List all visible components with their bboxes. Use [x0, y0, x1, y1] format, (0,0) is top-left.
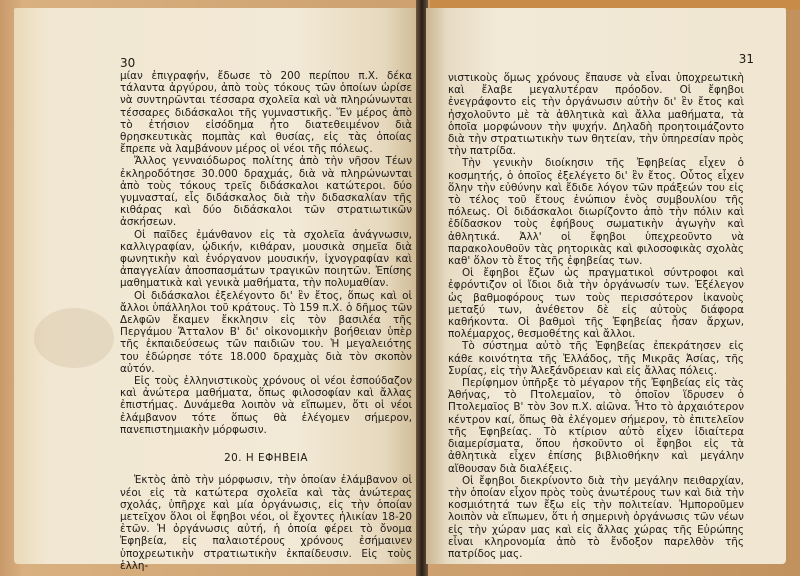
right-page — [426, 8, 786, 564]
paragraph: μίαν ἐπιγραφήν, ἔδωσε τὸ 200 περίπου π.Χ. δέκα τάλαντα ἀργύρου, ἀπὸ τοὺς τόκους τῶν ὁποίων ὡρίσε νὰ συντηρῶνται τέσσαρα σχολεῖα καὶ νὰ πληρώνωνται τέσσαρες διδάσκαλοι τῆς γυμναστικῆς. Ἕν μέρος ἀπὸ τὸ ἐτήσιον εἰσόδημα ἦτο διατεθειμένον διὰ θρησκευτικὰς πομπὰς καὶ θυσίας, εἰς τὰς ὁποίας ἔπρεπε νὰ λαμβάνουν μέρος οἱ νέοι τῆς πόλεως. — [120, 70, 412, 156]
left-page-number: 30 — [120, 56, 136, 70]
paragraph: Οἱ ἔφηβοι διεκρίνοντο διὰ τὴν μεγάλην πειθαρχίαν, τὴν ὁποίαν εἶχον πρὸς τοὺς ἀνωτέρους των καὶ διὰ τὴν κοσμιότητά των ἔξω εἰς τὴν πολιτείαν. Ἠμποροῦμεν λοιπὸν νὰ εἴπωμεν, ὅτι ἡ σημερινὴ ὀργάνωσις τῶν νέων εἰς τὴν χώραν μας καὶ εἰς ἄλλας χώρας τῆς Εὐρώπης εἶναι κληρονομία ἀπὸ τὸ ἔνδοξον παρελθὸν τῆς πατρίδος μας. — [448, 474, 744, 560]
paragraph: Οἱ ἔφηβοι ἔζων ὡς πραγματικοὶ σύντροφοι καὶ ἐφρόντιζον οἱ ἴδιοι διὰ τὴν ὀργάνωσίν των. Ἐξέλεγον ὡς βαθμοφόρους των τοὺς περισσότερον ἱκανοὺς μεταξύ των, ἀνέθετον δὲ εἰς αὐτοὺς διάφορα καθήκοντα. Οἱ βαθμοὶ τῆς Ἐφηβείας ἦσαν ἄρχων, πολέμαρχος, θεσμοθέτης καὶ ἄλλοι. — [448, 267, 744, 341]
paragraph: Περίφημον ὑπῆρξε τὸ μέγαρον τῆς Ἐφηβείας εἰς τὰς Ἀθήνας, τὸ Πτολεμαῖον, τὸ ὁποῖον ἵδρυσεν ὁ Πτολεμαῖος Β' τὸν 3ον π.Χ. αἰῶνα. Ἦτο τὸ ἀρχαιότερον κέντρον καί, ὅπως θὰ ἐλέγομεν σήμερον, τὸ ἐπιτελεῖον τῆς Ἐφηβείας. Τὸ κτίριον αὐτὸ εἶχεν ἰδιαίτερα διαμερίσματα, ὅπου ἠσκοῦντο οἱ ἔφηβοι εἰς τὰ ἀθλητικὰ εἶχεν ἐπίσης βιβλιοθήκην καὶ μεγάλην αἴθουσαν διὰ διαλέξεις. — [448, 377, 744, 475]
paragraph: Τὴν γενικὴν διοίκησιν τῆς Ἐφηβείας εἶχεν ὁ κοσμητής, ὁ ὁποῖος ἐξελέγετο δι' ἓν ἔτος. Οὗτος εἶχεν ὅλην τὴν εὐθύνην καὶ ἔδιδε λόγον τῶν πράξεών του εἰς τὸ τέλος τοῦ ἔτους ἐνώπιον ἑνὸς συμβουλίου τῆς πόλεως. Οἱ διδάσκαλοι διωρίζοντο ἀπὸ τὴν πόλιν καὶ ἐδίδασκον τοὺς ἐφήβους σωματικὴν ἀγωγὴν καὶ ἀθλητικά. Ἀλλ' οἱ ἔφηβοι ὑπεχρεοῦντο νὰ παρακολουθοῦν τὰς ρητορικὰς καὶ φιλοσοφικὰς σχολὰς καθ' ὅλον τὸ ἔτος τῆς ἐφηβείας των. — [448, 157, 744, 268]
left-page-text — [120, 70, 412, 572]
right-page-text — [448, 72, 744, 560]
paragraph: Ἐκτὸς ἀπὸ τὴν μόρφωσιν, τὴν ὁποίαν ἐλάμβανον οἱ νέοι εἰς τὰ κατώτερα σχολεῖα καὶ τὰς ἀνώτερας σχολάς, ὑπῆρχε καὶ μία ὀργάνωσις, εἰς τὴν ὁποίαν μετεῖχον ὅλοι οἱ ἔφηβοι νέοι, οἱ ἔχοντες ἡλικίαν 18-20 ἐτῶν. Ἡ ὀργάνωσις αὐτή, ἡ ὁποία φέρει τὸ ὄνομα Ἐφηβεία, εἰς παλαιοτέρους χρόνους ἐσήμαινεν ὑποχρεωτικὴν στρατιωτικὴν ἐκπαίδευσιν. Εἰς τοὺς ἑλλη- — [120, 474, 412, 572]
paragraph: νιστικοὺς ὅμως χρόνους ἔπαυσε νὰ εἶναι ὑποχρεωτικὴ καὶ ἔλαβε μεγαλυτέραν πρόοδον. Οἱ ἔφηβοι ἐνεγράφοντο εἰς τὴν ὀργάνωσιν αὐτὴν δι' ἓν ἔτος καὶ ἠσχολοῦντο μὲ τὰ ἀθλητικὰ καὶ ἄλλα μαθήματα, τὰ ὁποῖα μορφώνουν τὴν ψυχήν. Δηλαδὴ προητοιμάζοντο διὰ τὴν στρατιωτικὴν των θητείαν, τὴν ὑπηρεσίαν πρὸς τὴν πατρίδα. — [448, 72, 744, 158]
paragraph: Ἄλλος γενναιόδωρος πολίτης ἀπὸ τὴν νῆσον Τέων ἐκληροδότησε 30.000 δραχμάς, διὰ νὰ πληρώνωνται ἀπὸ τοὺς τόκους τρεῖς διδάσκαλοι κατώτεροι. δύο γυμνασταί, εἷς διδάσκαλος διὰ τὴν διδασκαλίαν τῆς κιθάρας καὶ δύο διδάσκαλοι τῶν στρατιωτικῶν ἀσκήσεων. — [120, 155, 412, 229]
paragraph: Οἱ διδάσκαλοι ἐξελέγοντο δι' ἓν ἔτος, ὅπως καὶ οἱ ἄλλοι ὑπάλληλοι τοῦ κράτους. Τὸ 159 π.Χ. ὁ δῆμος τῶν Δελφῶν ἔκαμεν ἔκκλησιν εἰς τὸν βασιλέα τῆς Περγάμου Ἄτταλον Β' δι' οἰκονομικὴν βοήθειαν ὑπὲρ τῆς ἐκπαιδεύσεως τῶν παιδιῶν του. Ἡ μεγαλειότης του ἐδώρησε τότε 18.000 δραχμὰς διὰ τὸν σκοπὸν αὐτόν. — [120, 289, 412, 375]
paragraph: Εἰς τοὺς ἑλληνιστικοὺς χρόνους οἱ νέοι ἐσπούδαζον καὶ ἀνώτερα μαθήματα, ὅπως φιλοσοφίαν καὶ ἄλλας ἐπιστήμας. Δυνάμεθα λοιπὸν νὰ εἴπωμεν, ὅτι οἱ νέοι ἐλάμβανον τότε ὅπως θὰ ἐλέγομεν σήμερον, πανεπιστημιακὴν μόρφωσιν. — [120, 375, 412, 436]
section-heading: 20. Η ΕΦΗΒΕΙΑ — [224, 452, 308, 465]
left-page — [14, 8, 418, 572]
paragraph: Οἱ παῖδες ἐμάνθανον εἰς τὰ σχολεῖα ἀνάγνωσιν, καλλιγραφίαν, ᾠδικήν, κιθάραν, μουσικὰ σημεῖα διὰ φωνητικὴν καὶ ἐνόργανον μουσικήν, ἰχνογραφίαν καὶ ἀπαγγελίαν ἀποσπασμάτων τραγικῶν ποιητῶν. Ἐπίσης μαθηματικὰ καὶ γενικὰ μαθήματα, τὴν πολυμαθίαν. — [120, 228, 412, 290]
page-stain — [34, 308, 114, 368]
right-page-number: 31 — [738, 52, 754, 66]
paragraph: Τὸ σύστημα αὐτὸ τῆς Ἐφηβείας ἐπεκράτησεν εἰς κάθε κοινότητα τῆς Ἑλλάδος, τῆς Μικρᾶς Ἀσίας, τῆς Συρίας, εἰς τὴν Ἀλεξάνδρειαν καὶ εἰς ἄλλας πόλεις. — [448, 340, 744, 377]
